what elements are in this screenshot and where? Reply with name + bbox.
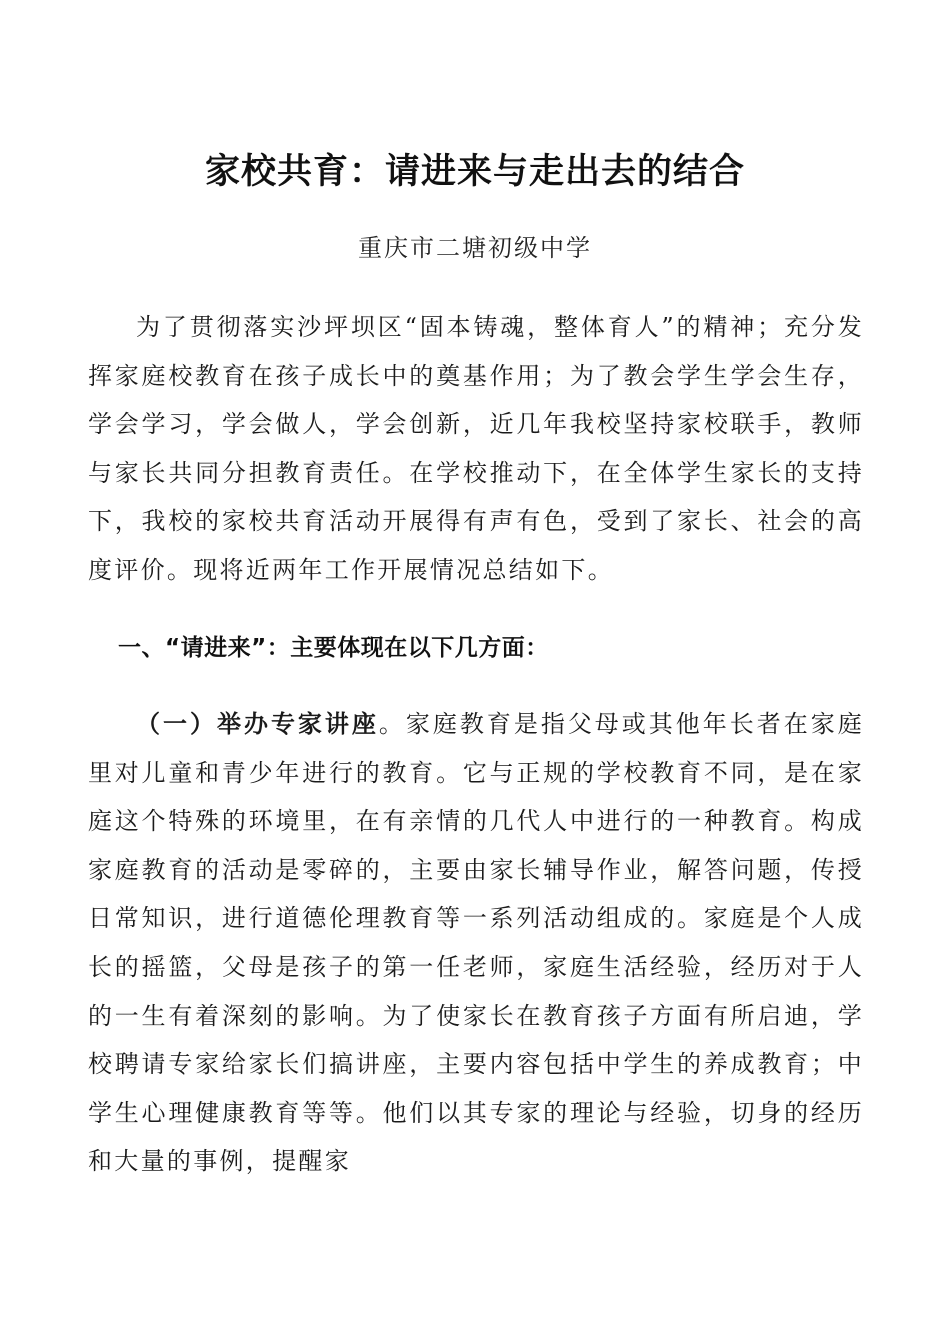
- subsection-text: 。家庭教育是指父母或其他年长者在家庭里对儿童和青少年进行的教育。它与正规的学校教育不同，是在家庭这个特殊的环境里，在有亲情的几代人中进行的一种教育。构成家庭教育的活动是零碎的，主要由家长辅导作业，解答问题，传授日常知识，进行道德伦理教育等一系列活动组成的。家庭是个人成长的摇篮，父母是孩子的第一任老师，家庭生活经验，经历对于人的一生有着深刻的影响。为了使家长在教育孩子方面有所启迪，学校聘请专家给家长们搞讲座，主要内容包括中学生的养成教育；中学生心理健康教育等等。他们以其专家的理论与经验，切身的经历和大量的事例，提醒家: [88, 710, 865, 1176]
- author-line: 重庆市二塘初级中学: [358, 234, 592, 262]
- subsection-label: （一）举办专家讲座: [136, 709, 379, 738]
- subsection-paragraph: [88, 700, 864, 1186]
- section-heading: 一、“请进来”：主要体现在以下几方面：: [118, 635, 549, 661]
- intro-paragraph: 为了贯彻落实沙坪坝区“固本铸魂，整体育人”的精神；充分发挥家庭校教育在孩子成长中的奠基作用；为了教会学生学会生存，学会学习，学会做人，学会创新，近几年我校坚持家校联手，教师与家长共同分担教育责任。在学校推动下，在全体学生家长的支持下，我校的家校共育活动开展得有声有色，受到了家长、社会的高度评价。现将近两年工作开展情况总结如下。: [88, 313, 864, 584]
- document-title: 家校共育：请进来与走出去的结合: [204, 151, 745, 192]
